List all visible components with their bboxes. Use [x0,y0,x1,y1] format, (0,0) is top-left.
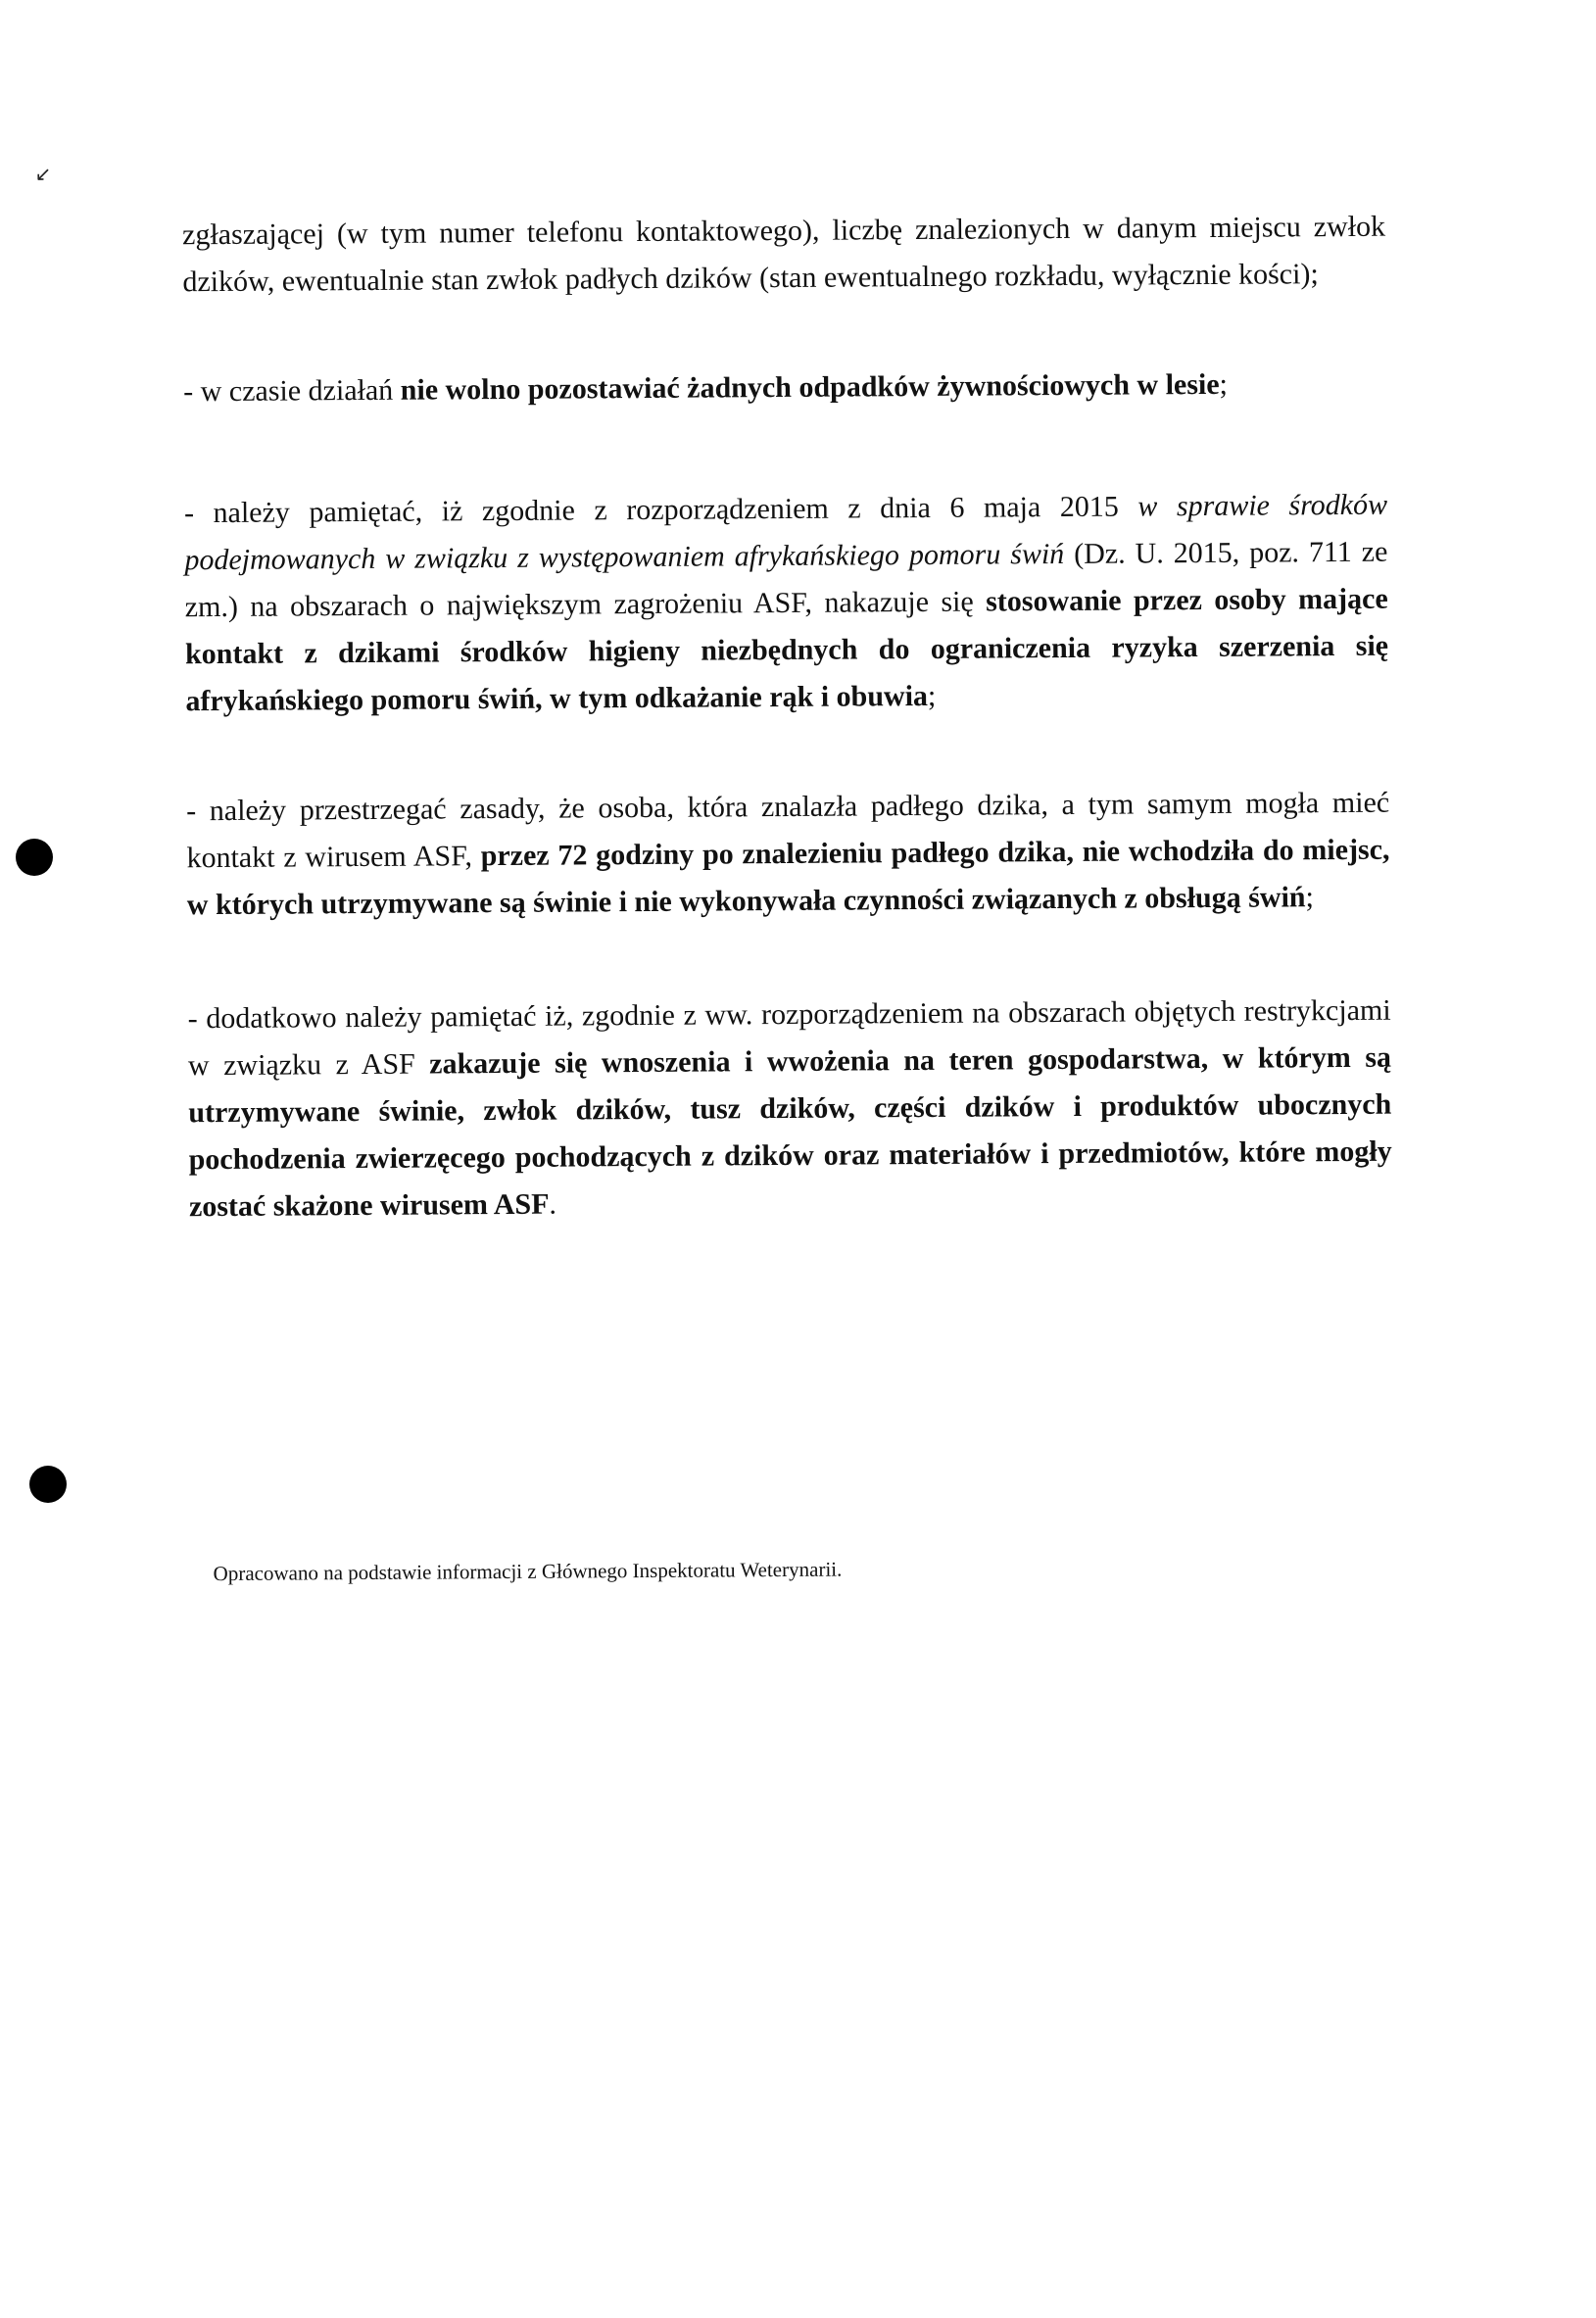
paragraph-5 [187,988,1392,1231]
bold-text: nie wolno pozostawiać żadnych odpadków żywnościowych w lesie [400,367,1220,407]
footer-note: Opracowano na podstawie informacji z Głównego Inspektoratu Weterynarii. [213,1557,843,1586]
text-segment: (Dz. U. 2015, poz. 711 ze zm.) na obszarach o największym zagrożeniu ASF, nakazuje się [184,535,1388,624]
text-segment: - w czasie działań [183,373,401,409]
bold-text: stosowanie przez osoby mające kontakt z dzikami środków higieny niezbędnych do ograniczenia ryzyka szerzenia się afrykańskiego pomoru świń, w tym odkażanie rąk i obuwia [184,582,1389,718]
paragraph-4 [186,780,1390,930]
paragraph-1 [182,204,1386,307]
bold-text: zakazuje się wnoszenia i wwożenia na teren gospodarstwa, w którym są utrzymywane świnie, zwłok dzików, tusz dzików, części dzików i produktów ubocznych pochodzenia zwierzęcego pochodzących z dzików oraz materiałów i przedmiotów, które mogły zostać skażone wirusem ASF [188,1040,1392,1224]
text-segment: - należy przestrzegać zasady, że osoba, która znalazła padłego dzika, a tym samym mogła mieć kontakt z wirusem ASF, [186,786,1390,875]
text-segment: . [549,1187,557,1221]
punch-hole [16,839,53,876]
text-segment: zgłaszającej (w tym numer telefonu kontaktowego), liczbę znalezionych w danym miejscu zwłok dzików, ewentualnie stan zwłok padłych dzików (stan ewentualnego rozkładu, wyłącznie kości); [181,210,1386,299]
text-segment: ; [927,679,937,712]
punch-hole [29,1466,67,1503]
scan-mark: ↙ [34,164,52,186]
paragraph-2 [183,361,1386,416]
text-segment: ; [1305,881,1314,914]
text-segment: - należy pamiętać, iż zgodnie z rozporządzeniem z dnia 6 maja 2015 [183,490,1138,530]
italic-text: w sprawie środków podejmowanych w związku z występowaniem afrykańskiego pomoru świń [184,488,1388,577]
text-segment: - dodatkowo należy pamiętać iż, zgodnie z ww. rozporządzeniem na obszarach objętych restrykcjami w związku z ASF [187,993,1391,1083]
paragraph-3 [184,482,1389,726]
text-segment: ; [1219,367,1229,401]
bold-text: przez 72 godziny po znalezieniu padłego dzika, nie wchodziła do miejsc, w których utrzymywane są świnie i nie wykonywała czynności związanych z obsługą świń [186,833,1390,922]
